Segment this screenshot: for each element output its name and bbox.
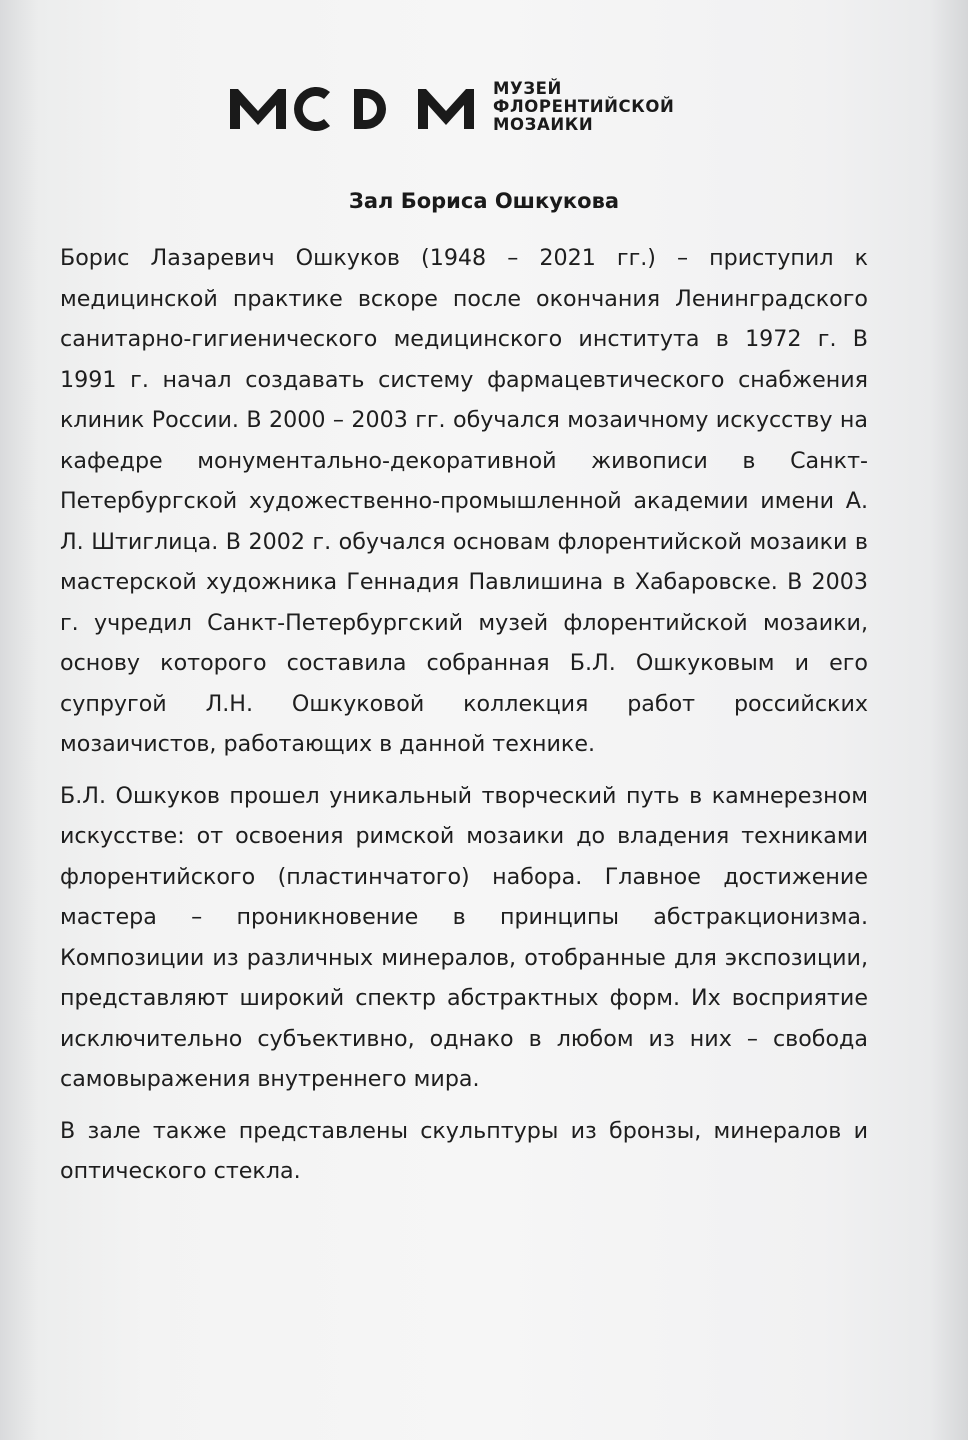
logo-line-3: МОЗАИКИ xyxy=(493,115,594,134)
paragraph-sculptures: В зале также представлены скульптуры из бронзы, минералов и оптического стекла. xyxy=(60,1117,868,1184)
logo-line-1: МУЗЕЙ xyxy=(493,79,562,98)
logo-wordmark xyxy=(493,80,674,134)
museum-logo xyxy=(228,76,674,138)
hall-title: Зал Бориса Ошкукова xyxy=(348,189,620,213)
mcdm-logo-mark xyxy=(228,83,483,131)
paragraph-biography: Борис Лазаревич Ошкуков (1948 – 2021 гг.) – приступил к медицинской практике вскоре после окончания Ленинградского санитарно-гигиенического медицинского института в 1972 г. В 1991 г. начал создавать систему фармацевтического снабжения клиник России. В 2000 – 2003 гг. обучался мозаичному искусству на кафедре монументально-декоративной живописи в Санкт-Петербургской художественно-промышленной академии имени А. Л. Штиглица. В 2002 г. обучался основам флорентийской мозаики в мастерской художника Геннадия Павлишина в Хабаровске. В 2003 г. учредил Санкт-Петербургский музей флорентийской мозаики, основу которого составила собранная Б.Л. Ошкуковым и его супругой Л.Н. Ошкуковой коллекция работ российских мозаичистов, работающих в данной технике. xyxy=(60,245,868,757)
logo-line-2: ФЛОРЕНТИЙСКОЙ xyxy=(493,97,675,116)
plaque-body xyxy=(60,238,868,1203)
paragraph-creative-path: Б.Л. Ошкуков прошел уникальный творческий путь в камнерезном искусстве: от освоения римской мозаики до владения техниками флорентийского (пластинчатого) набора. Главное достижение мастера – проникновение в принципы абстракционизма. Композиции из различных минералов, отобранные для экспозиции, представляют широкий спектр абстрактных форм. Их восприятие исключительно субъективно, однако в любом из них – свобода самовыражения внутреннего мира. xyxy=(60,782,868,1092)
